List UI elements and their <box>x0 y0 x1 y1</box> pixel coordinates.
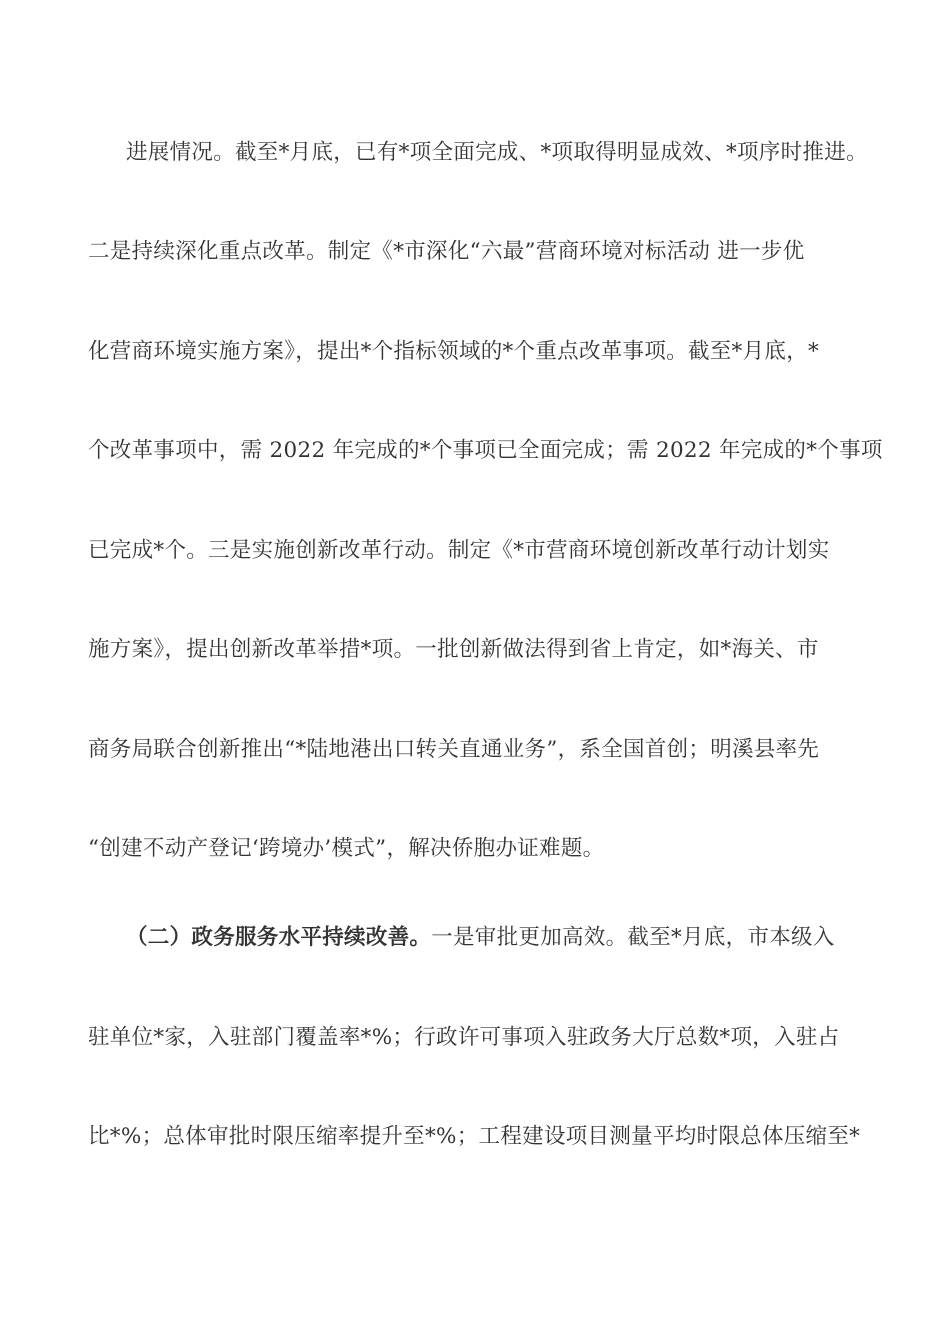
section-line-1: 一是审批更加高效。截至*月底，市本级入 <box>431 925 835 950</box>
paragraph-line-5: 已完成*个。三是实施创新改革行动。制定《*市营商环境创新改革行动计划实 <box>88 538 830 563</box>
section-heading: （二）政务服务水平持续改善。 <box>126 925 432 950</box>
paragraph-line-1: 进展情况。截至*月底，已有*项全面完成、*项取得明显成效、*项序时推进。 <box>126 140 868 165</box>
section-line-2: 驻单位*家，入驻部门覆盖率*%；行政许可事项入驻政务大厅总数*项，入驻占 <box>88 1025 840 1050</box>
section-first-line <box>126 923 926 953</box>
paragraph-line-8: “创建不动产登记‘跨境办’模式”，解决侨胞办证难题。 <box>88 836 605 861</box>
paragraph-line-3: 化营商环境实施方案》，提出*个指标领域的*个重点改革事项。截至*月底，* <box>88 339 820 364</box>
paragraph-line-2: 二是持续深化重点改革。制定《*市深化“六最”营商环境对标活动 进一步优 <box>88 239 805 264</box>
paragraph-line-6: 施方案》，提出创新改革举措*项。一批创新做法得到省上肯定，如*海关、市 <box>88 637 819 662</box>
paragraph-line-4: 个改革事项中，需 2022 年完成的*个事项已全面完成；需 2022 年完成的*个事项 <box>88 438 883 463</box>
paragraph-line-7: 商务局联合创新推出“*陆地港出口转关直通业务”，系全国首创；明溪县率先 <box>88 737 820 762</box>
section-line-3: 比*%；总体审批时限压缩率提升至*%；工程建设项目测量平均时限总体压缩至* <box>88 1124 861 1149</box>
